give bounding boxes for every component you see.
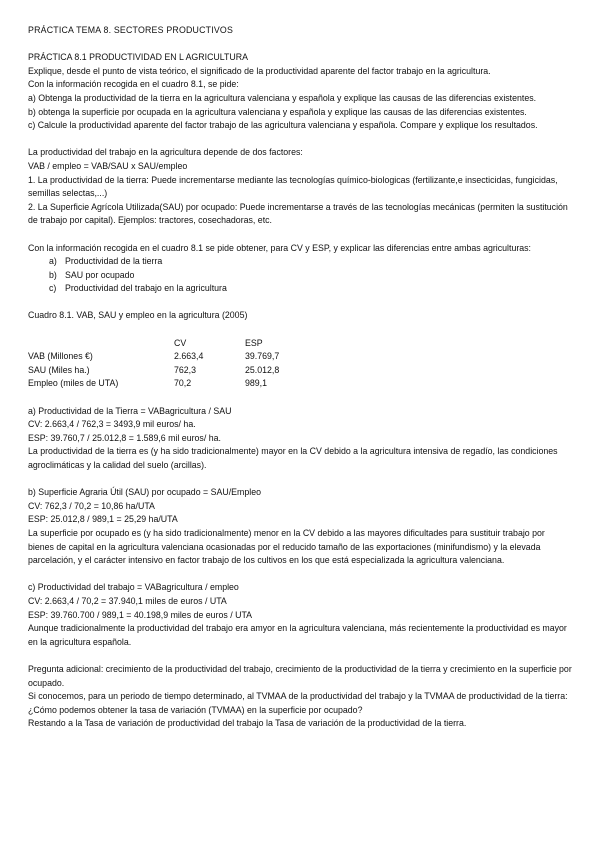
answer-c-heading: c) Productividad del trabajo = VABagricultura / empleo xyxy=(28,582,239,593)
spacer xyxy=(28,228,573,242)
table-header-cell: ESP xyxy=(245,337,263,348)
extra-answer: Restando a la Tasa de variación de productividad del trabajo la Tasa de variación de la productividad de la tierra. xyxy=(28,718,467,729)
table-caption: Cuadro 8.1. VAB, SAU y empleo en la agricultura (2005) xyxy=(28,310,248,321)
table-cell: 39.769,7 xyxy=(245,351,280,362)
list-item xyxy=(49,282,573,296)
intro-question-a: a) Obtenga la productividad de la tierra en la agricultura valenciana y española y explique las causas de las diferencias existentes. xyxy=(28,92,537,103)
table-row xyxy=(28,350,325,364)
theory-paragraph: La productividad del trabajo en la agricultura depende de dos factores: xyxy=(28,147,303,158)
list-item xyxy=(49,269,573,283)
request-paragraph: Con la información recogida en el cuadro 8.1 se pide obtener, para CV y ESP, y explicar las diferencias entre ambas agriculturas: xyxy=(28,242,532,253)
spacer xyxy=(28,473,573,487)
spacer xyxy=(28,323,573,337)
table-cell: 2.663,4 xyxy=(174,351,204,362)
table-cell: VAB (Millones €) xyxy=(28,351,93,362)
intro-question-b: b) obtenga la superficie por ocupada en la agricultura valenciana y española y explique las causas de las diferencias existentes. xyxy=(28,106,527,117)
theory-paragraph: 1. La productividad de la tierra: Puede incrementarse mediante las tecnologías químico-biologicas (fertilizante,e insecticidas, fungicidas, semillas selectas,...) xyxy=(28,174,558,199)
spacer xyxy=(28,649,573,663)
answer-c-calc: CV: 2.663,4 / 70,2 = 37.940,1 miles de euros / UTA xyxy=(28,595,227,606)
data-table xyxy=(28,337,325,391)
section-title: PRÁCTICA 8.1 PRODUCTIVIDAD EN L AGRICULTURA xyxy=(28,52,248,63)
answer-a-explanation: La productividad de la tierra es (y ha sido tradicionalmente) mayor en la CV debido a la agricultura intensiva de regadío, las condiciones agroclimáticas y la calidad del suelo (arcillas). xyxy=(28,446,558,470)
table-row xyxy=(28,364,325,378)
table-cell: 70,2 xyxy=(174,378,192,389)
request-list xyxy=(28,255,573,296)
extra-question: Pregunta adicional: crecimiento de la productividad del trabajo, crecimiento de la productividad de la tierra y crecimiento en la superficie por ocupado. xyxy=(28,663,572,688)
list-item-text: Productividad del trabajo en la agricultura xyxy=(65,283,227,294)
answer-b-explanation: La superficie por ocupado es (y ha sido tradicionalmente) menor en la CV debido a las mayores dificultades para sustituir trabajo por bienes de capital en la agricultura valenciana ocasionadas por el reducido tamaño de las exportaciones (minifundismo) y la elevada parcelación, y el carácter intensivo en factor trabajo de los cultivos en los que está especializada la agricultura valenciana. xyxy=(28,527,545,566)
table-cell: Empleo (miles de UTA) xyxy=(28,378,119,389)
table-row xyxy=(28,377,325,391)
spacer xyxy=(28,568,573,582)
answer-b-calc: CV: 762,3 / 70,2 = 10,86 ha/UTA xyxy=(28,500,155,511)
intro-paragraph: Con la información recogida en el cuadro 8.1, se pide: xyxy=(28,79,239,90)
list-marker: c) xyxy=(49,283,57,294)
answer-b-calc: ESP: 25.012,8 / 989,1 = 25,29 ha/UTA xyxy=(28,514,178,525)
table-cell: 989,1 xyxy=(245,378,268,389)
table-header-cell: CV xyxy=(174,337,187,348)
extra-question: Si conocemos, para un periodo de tiempo determinado, al TVMAA de la productividad del trabajo y la TVMAA de productividad de la tierra: ¿Cómo podemos obtener la tasa de variación (TVMAA) en la superficie por ocupado? xyxy=(28,691,568,715)
theory-paragraph: 2. La Superficie Agrícola Utilizada(SAU) por ocupado: Puede incrementarse a través de las tecnologías mecánicas (permiten la sustitución de trabajo por capital). Ejemplos: tractores, cosechadoras, etc. xyxy=(28,201,568,226)
table-header-row xyxy=(28,337,325,351)
answer-c-calc: ESP: 39.760.700 / 989,1 = 40.198,9 miles de euros / UTA xyxy=(28,609,253,620)
answer-b-heading: b) Superficie Agraria Útil (SAU) por ocupado = SAU/Empleo xyxy=(28,487,261,498)
intro-question-c: c) Calcule la productividad aparente del factor trabajo de las agricultura valenciana y española. Compare y explique los resultados. xyxy=(28,120,538,131)
list-marker: b) xyxy=(49,269,57,280)
answer-a-heading: a) Productividad de la Tierra = VABagricultura / SAU xyxy=(28,405,232,416)
list-marker: a) xyxy=(49,256,57,267)
answer-a-calc: ESP: 39.760,7 / 25.012,8 = 1.589,6 mil euros/ ha. xyxy=(28,432,221,443)
table-cell: 762,3 xyxy=(174,364,197,375)
table-cell: SAU (Miles ha.) xyxy=(28,364,90,375)
spacer xyxy=(28,296,573,310)
spacer xyxy=(28,133,573,147)
intro-paragraph: Explique, desde el punto de vista teórico, el significado de la productividad aparente del factor trabajo en la agricultura. xyxy=(28,65,491,76)
table-cell: 25.012,8 xyxy=(245,364,280,375)
document-title: PRÁCTICA TEMA 8. SECTORES PRODUCTIVOS xyxy=(28,25,234,35)
table-header-cell xyxy=(28,337,174,351)
document-page xyxy=(28,24,573,731)
list-item-text: Productividad de la tierra xyxy=(65,256,163,267)
theory-formula: VAB / empleo = VAB/SAU x SAU/empleo xyxy=(28,160,188,171)
spacer xyxy=(28,38,573,52)
list-item-text: SAU por ocupado xyxy=(65,269,135,280)
answer-c-explanation: Aunque tradicionalmente la productividad del trabajo era amyor en la agricultura valenciana, más recientemente la productividad es mayor en la agricultura española. xyxy=(28,623,567,647)
spacer xyxy=(28,391,573,405)
answer-a-calc: CV: 2.663,4 / 762,3 = 3493,9 mil euros/ ha. xyxy=(28,419,196,430)
list-item xyxy=(49,255,573,269)
